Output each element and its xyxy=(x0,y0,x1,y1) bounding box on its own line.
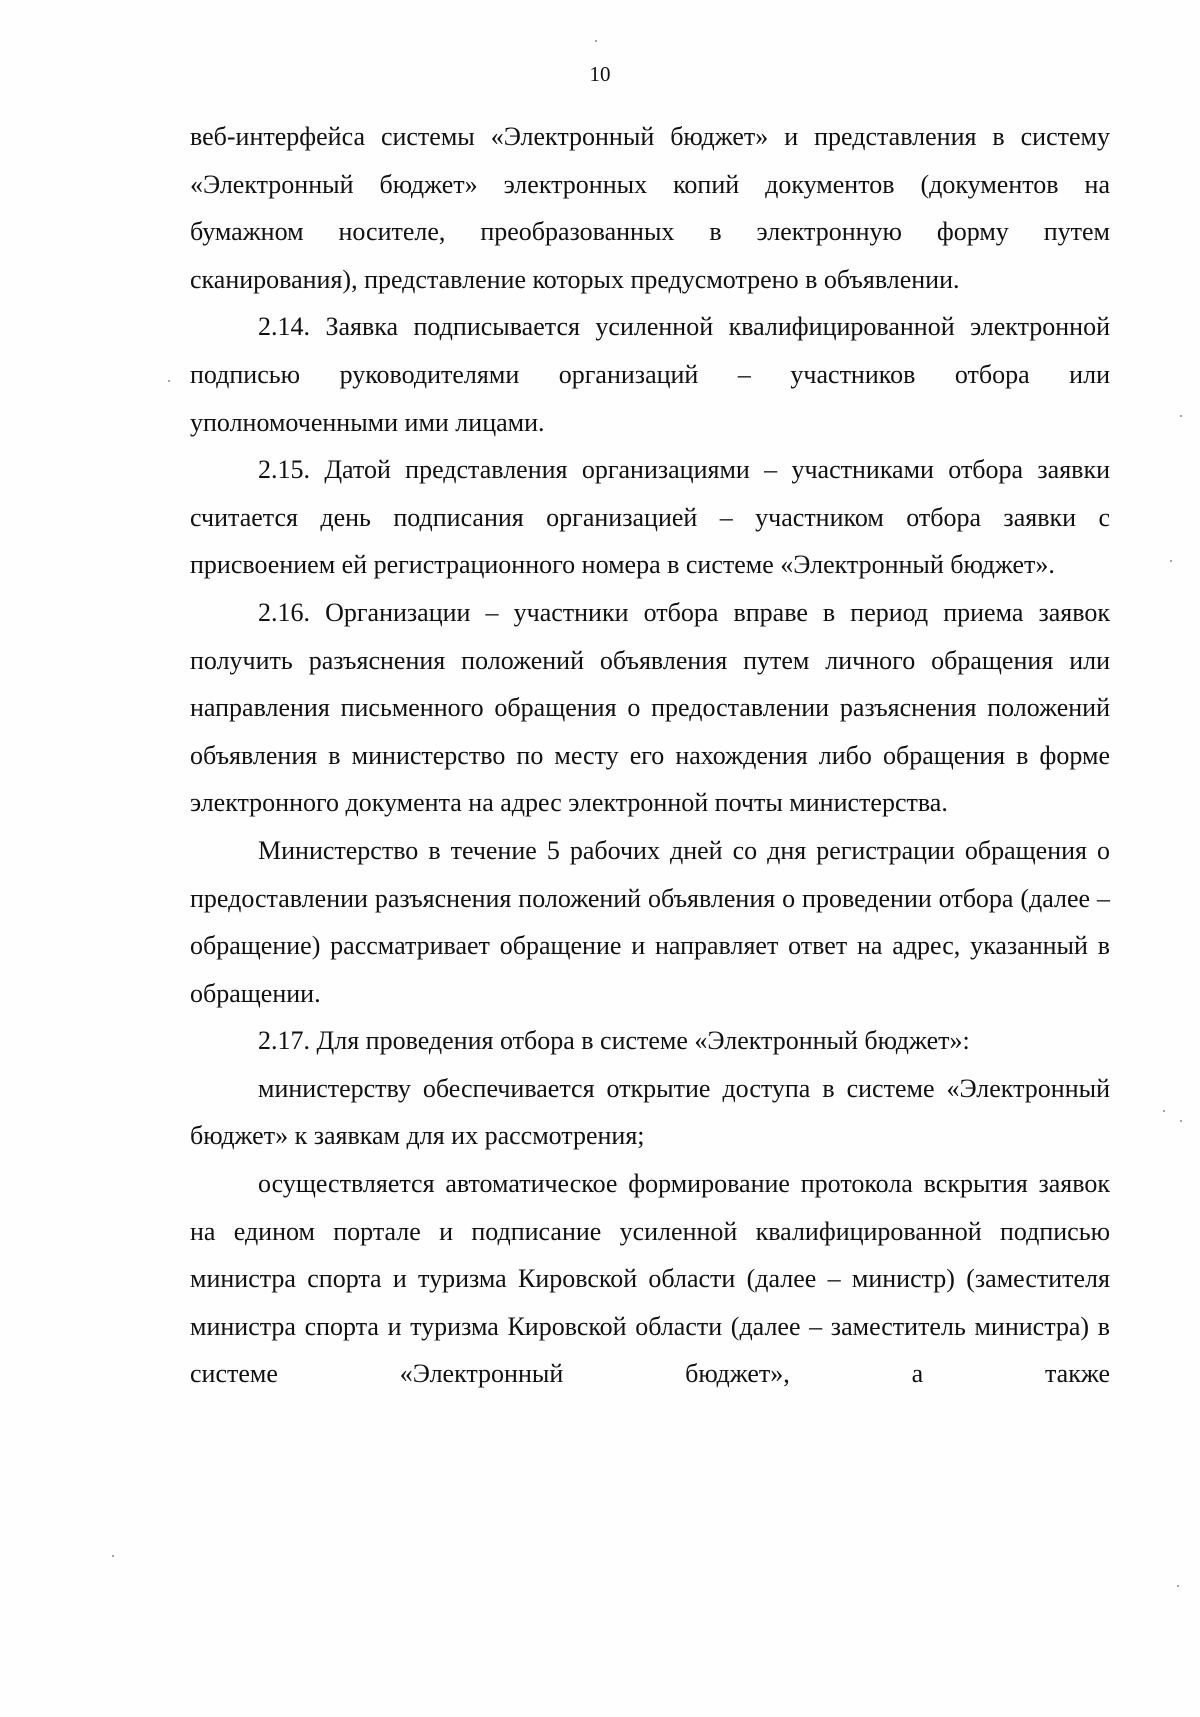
paragraph-2-15: 2.15. Датой представления организациями – участниками отбора заявки считается день подписания организацией – участником отбора заявки с присвоением ей регистрационного номера в системе «Электронный бюджет». xyxy=(190,455,1110,580)
scan-speck xyxy=(1180,415,1182,417)
paragraph-2-14: 2.14. Заявка подписывается усиленной квалифицированной электронной подписью руководителями организаций – участников отбора или уполномоченными ими лицами. xyxy=(190,312,1110,437)
scan-speck xyxy=(168,380,170,382)
paragraph-2-17: 2.17. Для проведения отбора в системе «Электронный бюджет»: xyxy=(258,1026,970,1056)
scan-speck xyxy=(1170,560,1172,562)
scan-speck xyxy=(595,40,597,42)
scan-speck xyxy=(1163,1110,1165,1112)
scan-speck xyxy=(112,1555,114,1557)
scan-speck xyxy=(1177,1585,1179,1587)
page-number: 10 xyxy=(589,62,611,86)
paragraph-continuation: веб-интерфейса системы «Электронный бюджет» и представления в систему «Электронный бюджет» электронных копий документов (документов на бумажном носителе, преобразованных в электронную форму путем сканирования), представление которых предусмотрено в объявлении. xyxy=(190,122,1110,294)
paragraph-protocol: осуществляется автоматическое формирование протокола вскрытия заявок на едином портале и подписание усиленной квалифицированной подписью министра спорта и туризма Кировской области (далее – министр) (заместителя министра спорта и туризма Кировской области (далее – заместитель министра) в системе «Электронный бюджет», а также xyxy=(190,1169,1110,1389)
scan-speck xyxy=(1180,1120,1182,1122)
paragraph-2-16: 2.16. Организации – участники отбора вправе в период приема заявок получить разъяснения положений объявления путем личного обращения или направления письменного обращения о предоставлении разъяснения положений объявления в министерство по месту его нахождения либо обращения в форме электронного документа на адрес электронной почты министерства. xyxy=(190,597,1110,818)
paragraph-ministry-response: Министерство в течение 5 рабочих дней со дня регистрации обращения о предоставлении разъяснения положений объявления о проведении отбора (далее – обращение) рассматривает обращение и направляет ответ на адрес, указанный в обращении. xyxy=(190,835,1110,1008)
document-body xyxy=(190,113,1110,1398)
paragraph-ministry-access: министерству обеспечивается открытие доступа в системе «Электронный бюджет» к заявкам для их рассмотрения; xyxy=(190,1073,1110,1151)
